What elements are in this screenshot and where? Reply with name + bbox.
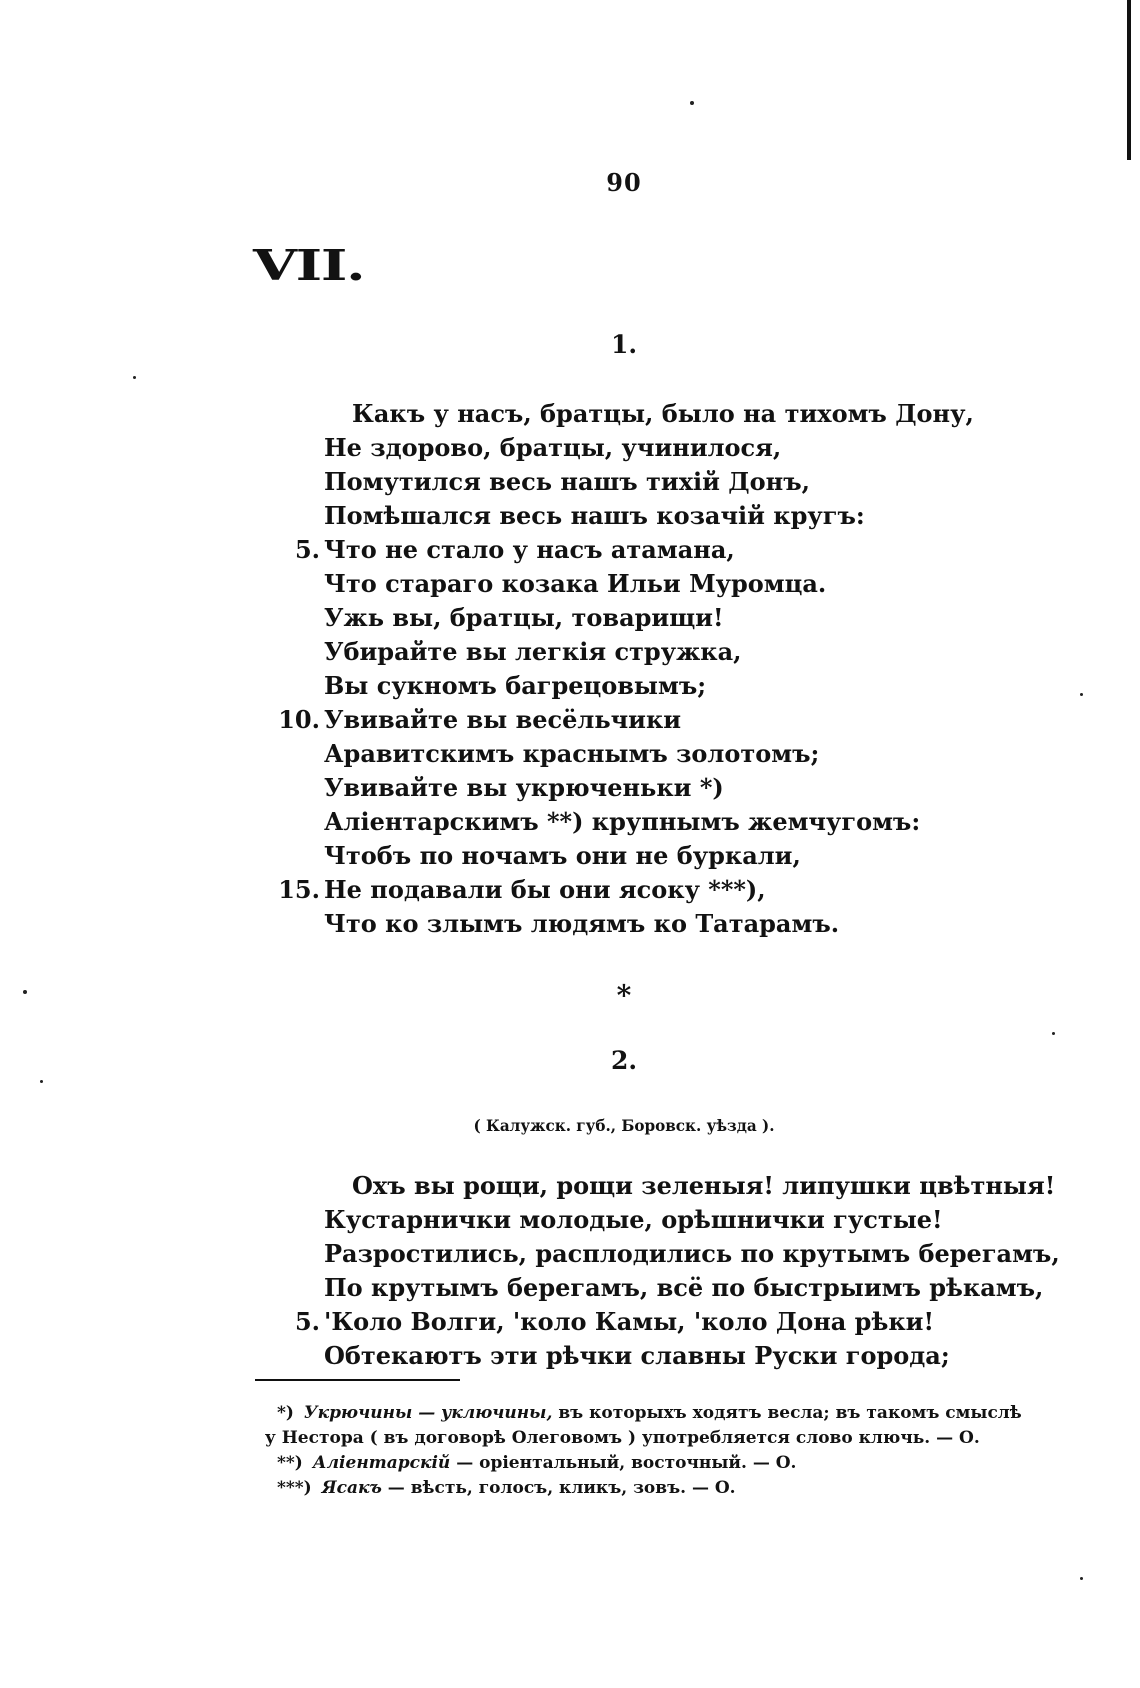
chapter-number: VII.	[253, 241, 365, 290]
poem-line	[260, 1203, 1020, 1237]
poem-line	[260, 1339, 1020, 1373]
scan-speck	[1080, 693, 1083, 696]
poem-line	[260, 805, 1020, 839]
page-number: 90	[606, 168, 642, 197]
footnote-separator	[255, 1379, 460, 1381]
line-text: 'Коло Волги, 'коло Камы, 'коло Дона рѣки!	[324, 1307, 934, 1336]
footnote	[255, 1401, 1022, 1426]
line-text: Увивайте вы укрюченьки *)	[324, 773, 724, 802]
poem-line	[260, 601, 1020, 635]
scan-speck	[690, 101, 694, 105]
line-text: Какъ у насъ, братцы, было на тихомъ Дону,	[352, 399, 974, 428]
line-number: 15.	[278, 875, 320, 904]
poem-subtitle: ( Калужск. губ., Боровск. уѣзда ).	[473, 1116, 775, 1135]
line-text: Охъ вы рощи, рощи зеленыя! липушки цвѣтныя!	[352, 1171, 1056, 1200]
line-text: По крутымъ берегамъ, всё по быстрыимъ рѣкамъ,	[324, 1273, 1044, 1302]
line-number: 5.	[294, 535, 320, 564]
footnote	[255, 1426, 1015, 1451]
footnote	[255, 1451, 1015, 1476]
poem-line	[260, 431, 1020, 465]
poem-section-1	[260, 397, 1020, 941]
line-text: Помѣшался весь нашъ козачій кругъ:	[324, 501, 865, 530]
poem-line	[260, 1169, 1056, 1203]
line-text: Увивайте вы весёльчики	[324, 705, 682, 734]
scan-speck	[1080, 1577, 1083, 1580]
line-text: Помутился весь нашъ тихій Донъ,	[324, 467, 810, 496]
footnote	[255, 1476, 1015, 1501]
footnotes	[255, 1379, 1022, 1501]
section-number-2: 2.	[610, 1046, 638, 1075]
poem-line	[260, 737, 1020, 771]
poem-line	[260, 465, 1020, 499]
poem-line	[260, 669, 1020, 703]
scan-speck	[40, 1080, 43, 1083]
poem-line	[260, 1305, 1020, 1339]
line-text: Что стараго козака Ильи Муромца.	[324, 569, 827, 598]
line-text: Не здорово, братцы, учинилося,	[324, 433, 782, 462]
poem-line	[260, 533, 1020, 567]
poem-line	[260, 635, 1020, 669]
poem-line	[260, 397, 1020, 431]
asterisk-divider: *	[616, 979, 632, 1012]
line-text: Кустарнички молодые, орѣшнички густые!	[324, 1205, 943, 1234]
footnote-mark: ***)	[277, 1478, 312, 1498]
footnote-mark: *)	[277, 1403, 294, 1423]
line-text: Разростились, расплодились по крутымъ берегамъ,	[324, 1239, 1060, 1268]
footnote-term: Аліентарскій	[312, 1453, 451, 1473]
line-text: Что ко злымъ людямъ ко Татарамъ.	[324, 909, 840, 938]
line-text: Аліентарскимъ **) крупнымъ жемчугомъ:	[324, 807, 921, 836]
scan-speck	[133, 376, 136, 379]
poem-line	[260, 771, 1020, 805]
line-text: Ужь вы, братцы, товарищи!	[324, 603, 724, 632]
footnote-text: — оріентальный, восточный. — О.	[456, 1453, 797, 1473]
line-number: 5.	[294, 1307, 320, 1336]
line-text: Вы сукномъ багрецовымъ;	[324, 671, 707, 700]
footnote-text: въ которыхъ ходятъ весла; въ такомъ смыслѣ	[558, 1403, 1022, 1423]
line-text: Обтекаютъ эти рѣчки славны Руски города;	[324, 1341, 950, 1370]
poem-section-2	[260, 1169, 1060, 1373]
footnote-text: у Нестора ( въ договорѣ Олеговомъ ) употребляется слово ключь. — О.	[264, 1428, 980, 1448]
poem-line	[260, 907, 1020, 941]
line-text: Чтобъ по ночамъ они не буркали,	[324, 841, 801, 870]
poem-line	[260, 567, 1020, 601]
line-number: 10.	[278, 705, 320, 734]
scan-speck	[1052, 1032, 1055, 1035]
footnote-term: Укрючины — уключины,	[303, 1403, 553, 1423]
line-text: Убирайте вы легкія стружка,	[324, 637, 742, 666]
line-text: Аравитскимъ краснымъ золотомъ;	[324, 739, 820, 768]
poem-line	[260, 873, 1020, 907]
line-text: Что не стало у насъ атамана,	[324, 535, 735, 564]
poem-line	[260, 499, 1020, 533]
poem-line	[260, 1271, 1044, 1305]
page-edge-line	[1127, 0, 1131, 160]
footnote-mark: **)	[277, 1453, 303, 1473]
line-text: Не подавали бы они ясоку ***),	[324, 875, 766, 904]
poem-line	[260, 1237, 1060, 1271]
scan-speck	[23, 990, 27, 994]
section-number-1: 1.	[610, 330, 638, 359]
footnote-term: Ясакъ	[321, 1478, 382, 1498]
poem-line	[260, 703, 1020, 737]
footnote-text: — вѣсть, голосъ, кликъ, зовъ. — О.	[387, 1478, 736, 1498]
poem-line	[260, 839, 1020, 873]
